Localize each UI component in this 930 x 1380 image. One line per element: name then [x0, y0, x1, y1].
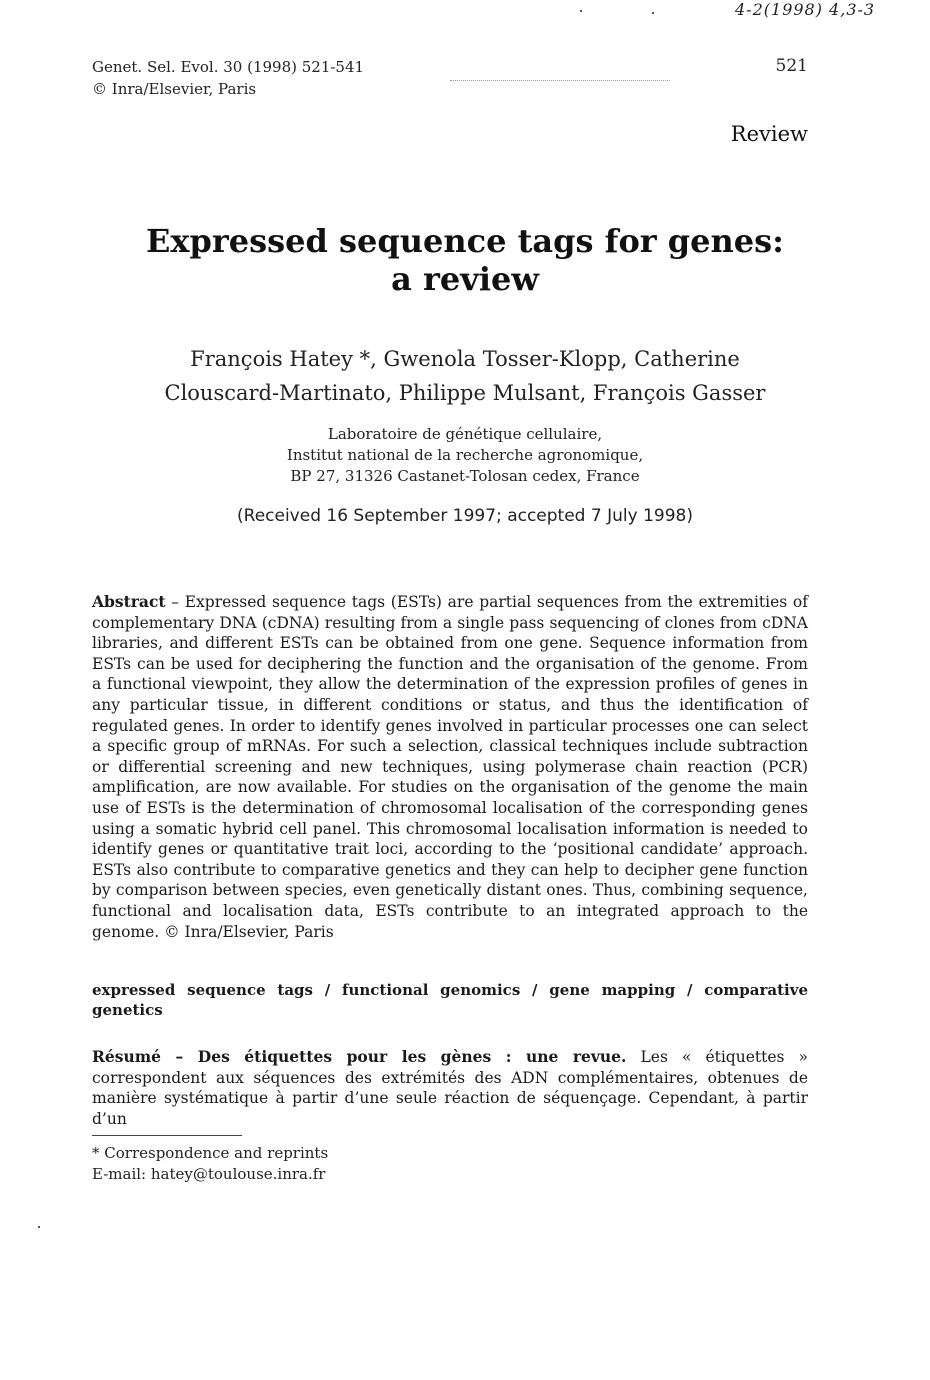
authors-line-1: François Hatey *, Gwenola Tosser-Klopp, Catherine — [190, 347, 740, 371]
header-dotted-rule — [450, 80, 670, 81]
abstract — [92, 592, 808, 942]
resume-text: Les « étiquettes » correspondent aux séquences des extrémités des ADN complémentaires, obtenues de manière systématique à partir d’une seule réaction de séquençage. Cependant, à partir d’un — [92, 1048, 808, 1128]
affiliation-line-2: Institut national de la recherche agronomique, — [286, 446, 644, 464]
page-number: 521 — [775, 56, 808, 76]
copyright-line: © Inra/Elsevier, Paris — [92, 80, 257, 98]
title-line-1: Expressed sequence tags for genes: — [146, 222, 784, 260]
scan-speck — [38, 1226, 40, 1228]
footnote-rule — [92, 1135, 242, 1136]
authors-line-2: Clouscard-Martinato, Philippe Mulsant, François Gasser — [164, 381, 766, 405]
received-dates: (Received 16 September 1997; accepted 7 July 1998) — [237, 506, 693, 526]
footnote-correspondence: * Correspondence and reprints — [92, 1144, 329, 1162]
paper-title — [0, 222, 930, 298]
article-type: Review — [730, 122, 808, 146]
journal-citation: Genet. Sel. Evol. 30 (1998) 521-541 — [92, 58, 365, 76]
scan-speck — [580, 10, 582, 12]
resume-label: Résumé – Des étiquettes pour les gènes : une revue. — [92, 1047, 627, 1066]
footnote — [92, 1143, 328, 1185]
affiliation-line-3: BP 27, 31326 Castanet-Tolosan cedex, France — [290, 467, 640, 485]
abstract-label: Abstract — [92, 592, 166, 611]
affiliation-line-1: Laboratoire de génétique cellulaire, — [327, 425, 603, 443]
author-list — [0, 342, 930, 410]
resume — [92, 1047, 808, 1129]
keywords: expressed sequence tags / functional genomics / gene mapping / comparative genetics — [92, 981, 808, 1019]
footnote-email: E-mail: hatey@toulouse.inra.fr — [92, 1165, 326, 1183]
affiliation — [0, 424, 930, 487]
scan-speck — [652, 12, 654, 14]
abstract-text: – Expressed sequence tags (ESTs) are partial sequences from the extremities of complementary DNA (cDNA) resulting from a single pass sequencing of clones from cDNA libraries, and different ESTs can be obtained from one gene. Sequence information from ESTs can be used for deciphering the function and the organisation of the genome. From a functional viewpoint, they allow the determination of the expression profiles of genes in any particular tissue, in different conditions or status, and thus the identification of regulated genes. In order to identify genes involved in particular processes one can select a specific group of mRNAs. For such a selection, classical techniques include subtraction or differential screening and new techniques, using polymerase chain reaction (PCR) amplification, are now available. For studies on the organisation of the genome the main use of ESTs is the determination of chromosomal localisation of the corresponding genes using a somatic hybrid cell panel. This chromosomal localisation information is needed to identify genes or quantitative trait loci, according to the ‘positional candidate’ approach. ESTs also contribute to comparative genetics and they can help to decipher gene function by comparison between species, even genetically distant ones. Thus, combining sequence, functional and localisation data, ESTs contribute to an integrated approach to the genome. © Inra/Elsevier, Paris — [92, 593, 808, 941]
journal-header — [92, 56, 364, 100]
scan-mark: 4-2(1998) 4,3-3 — [735, 0, 876, 19]
title-line-2: a review — [391, 260, 539, 298]
